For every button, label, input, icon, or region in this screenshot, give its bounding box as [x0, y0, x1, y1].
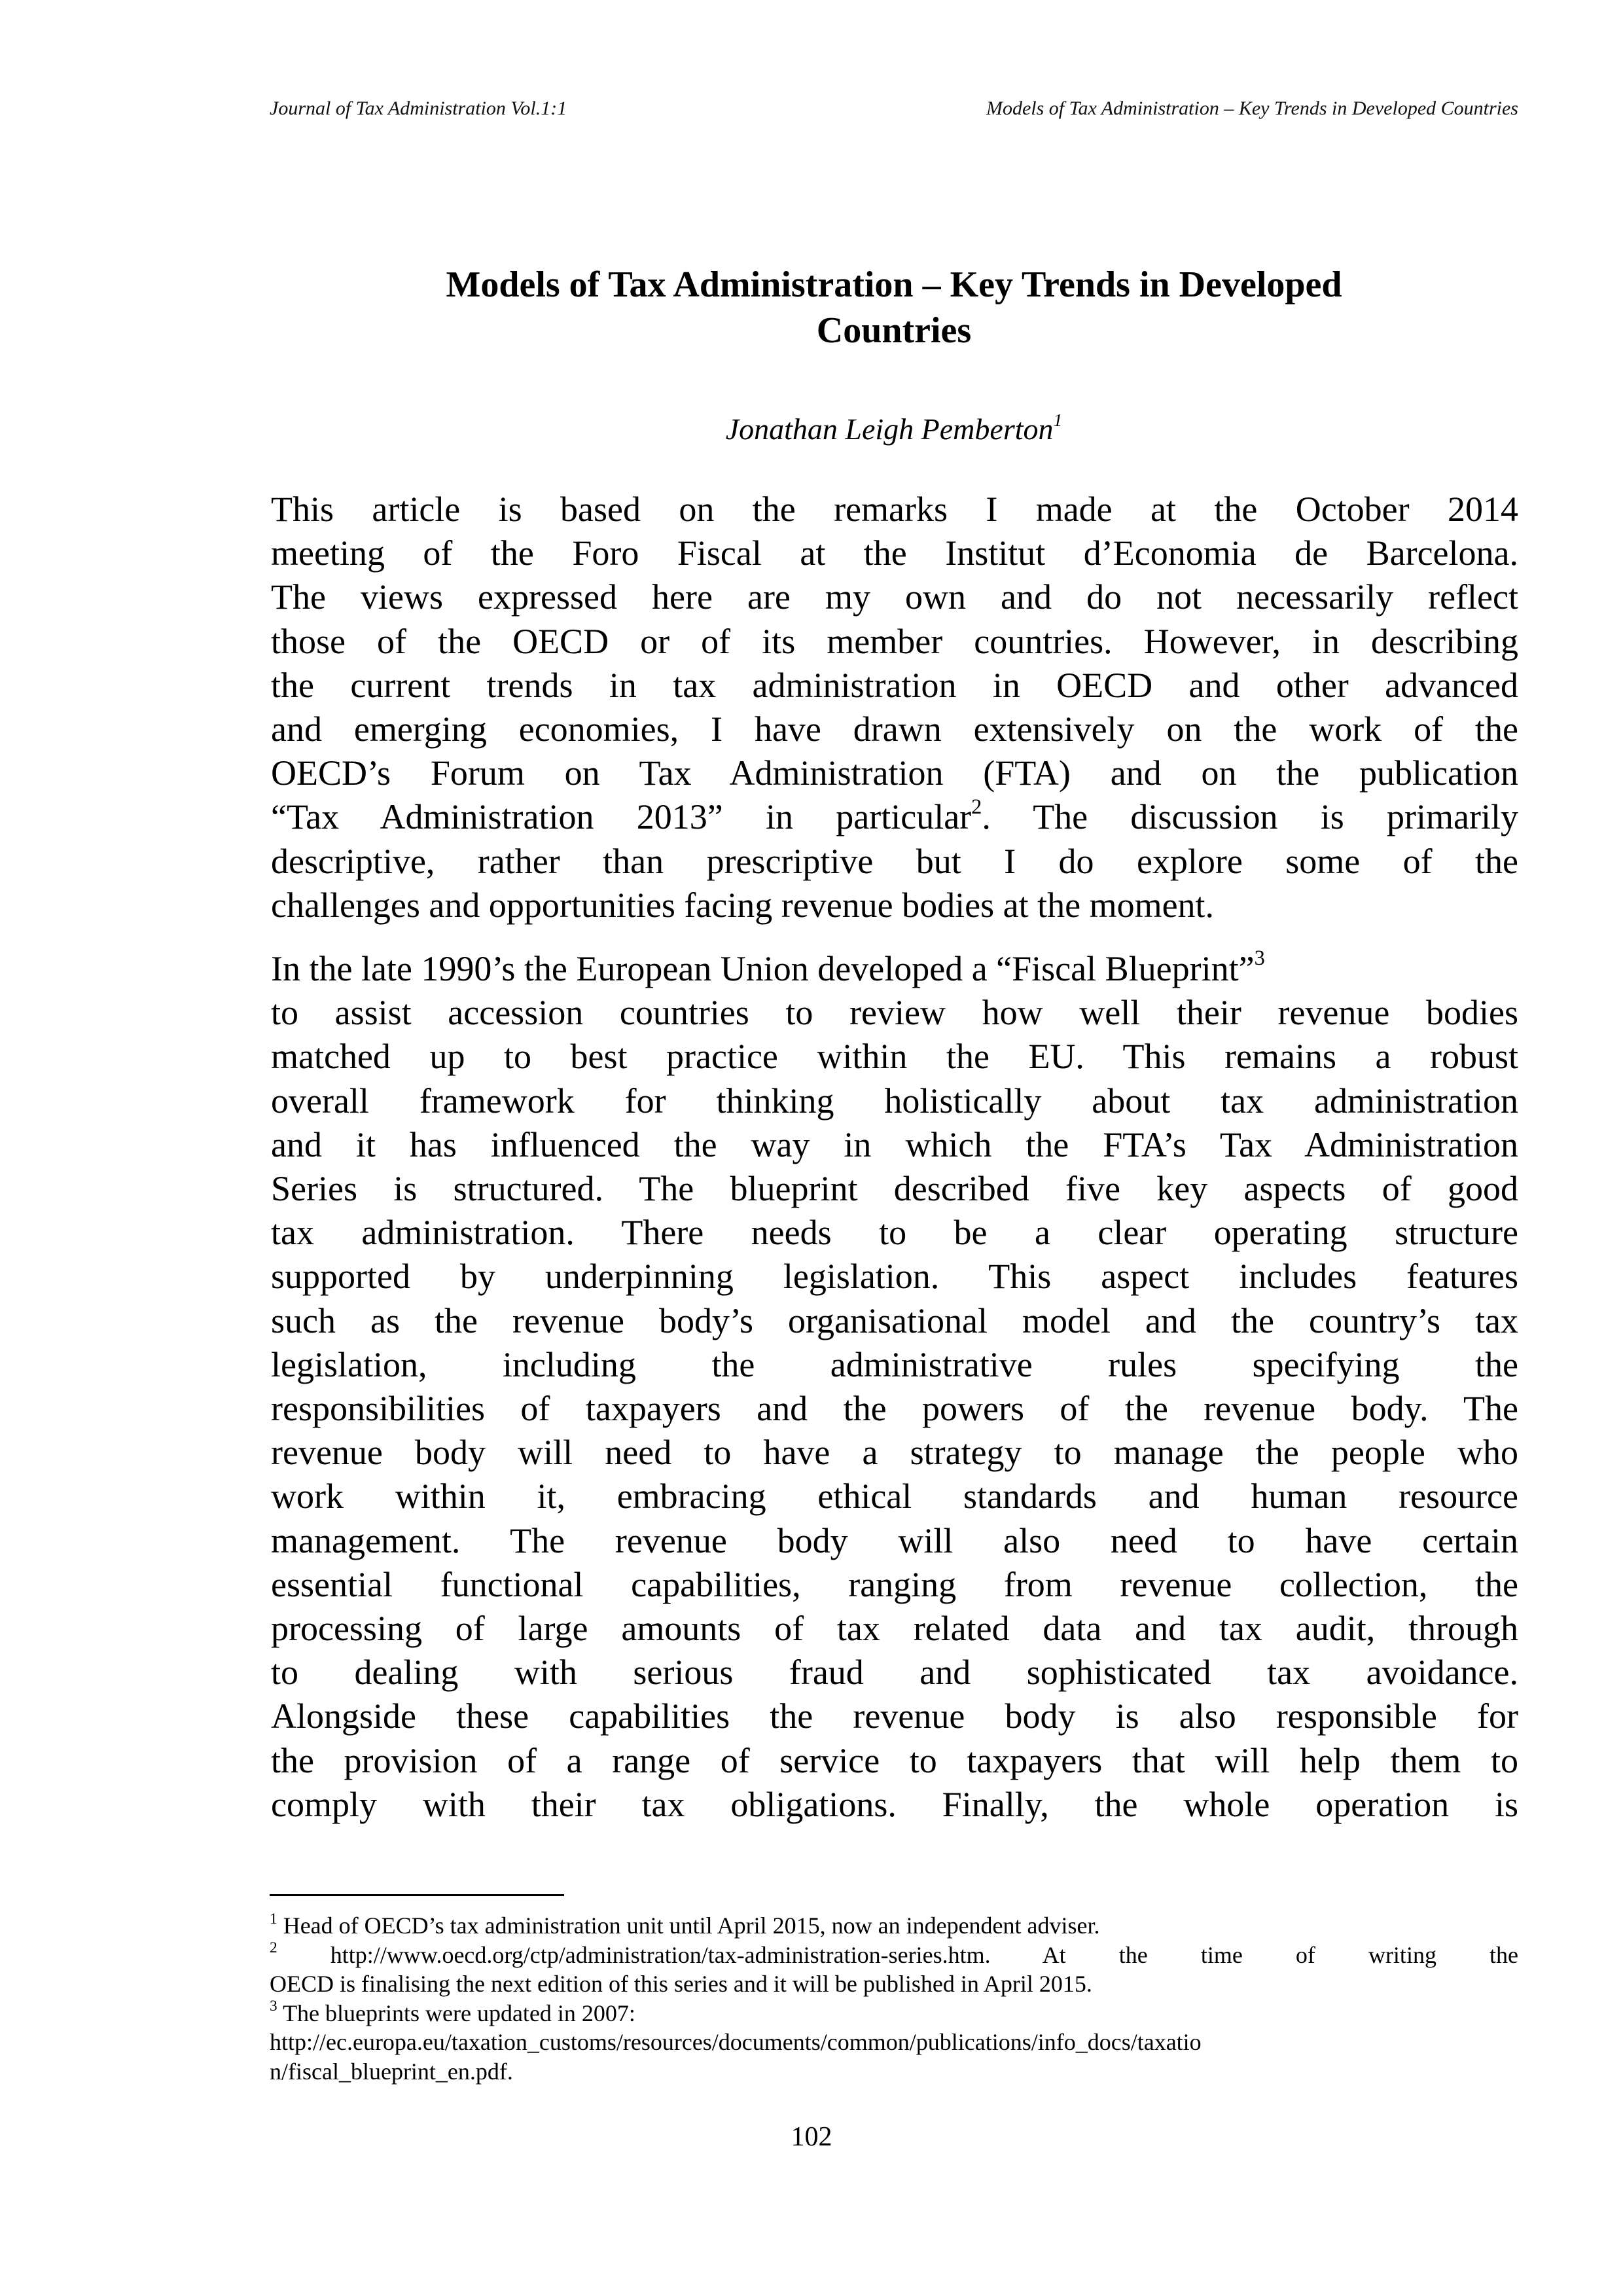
title-line-2: Countries	[816, 310, 972, 351]
text-line: descriptive, rather than prescriptive but I do explore some of the	[271, 841, 1518, 881]
text-line: revenue body will need to have a strategy to manage the people who	[271, 1433, 1518, 1473]
text-line: those of the OECD or of its member countries. However, in describing	[271, 621, 1518, 661]
text-line: The views expressed here are my own and do not necessarily reflect	[271, 577, 1518, 617]
text-line-with-footnote	[271, 947, 1518, 991]
article-title	[270, 262, 1518, 353]
text-line: the current trends in tax administration in OECD and other advanced	[271, 665, 1518, 705]
text-line: the provision of a range of service to taxpayers that will help them to	[271, 1740, 1518, 1780]
text-line: work within it, embracing ethical standards and human resource	[271, 1477, 1518, 1516]
footnote-ref-2[interactable]: 2	[971, 795, 982, 819]
footnotes	[270, 1911, 1518, 2086]
author-byline	[270, 411, 1518, 448]
text-segment: . The discussion is primarily	[982, 797, 1518, 837]
text-line: matched up to best practice within the EU. This remains a robust	[271, 1037, 1518, 1077]
text-line: Series is structured. The blueprint described five key aspects of good	[271, 1169, 1518, 1209]
footnote-text: Head of OECD’s tax administration unit until April 2015, now an independent adviser.	[283, 1912, 1100, 1939]
text-line: supported by underpinning legislation. This aspect includes features	[271, 1257, 1518, 1297]
footnote-url-line[interactable]: n/fiscal_blueprint_en.pdf.	[270, 2058, 513, 2085]
running-title: Models of Tax Administration – Key Trends in Developed Countries	[986, 98, 1518, 119]
author-footnote-ref[interactable]: 1	[1053, 409, 1063, 430]
footnote-text: The blueprints were updated in 2007:	[283, 2000, 635, 2026]
text-line: and emerging economies, I have drawn extensively on the work of the	[271, 709, 1518, 749]
text-line: processing of large amounts of tax related data and tax audit, through	[271, 1609, 1518, 1649]
text-line: comply with their tax obligations. Finally, the whole operation is	[271, 1784, 1518, 1824]
text-line: Alongside these capabilities the revenue body is also responsible for	[271, 1696, 1518, 1736]
text-line: to assist accession countries to review how well their revenue bodies	[271, 993, 1518, 1033]
author-name: Jonathan Leigh Pemberton	[725, 412, 1054, 446]
footnote-line	[270, 1941, 1518, 1970]
footnote-line: OECD is finalising the next edition of this series and it will be published in April 2015.	[270, 1971, 1092, 1997]
footnote-number: 1	[270, 1910, 277, 1928]
footnote-url-line[interactable]: http://ec.europa.eu/taxation_customs/resources/documents/common/publications/info_docs/taxatio	[270, 2029, 1202, 2055]
title-line-1: Models of Tax Administration – Key Trends in Developed	[446, 264, 1342, 305]
text-line: and it has influenced the way in which the FTA’s Tax Administration	[271, 1124, 1518, 1164]
text-segment: “Tax Administration 2013” in particular	[271, 797, 972, 837]
footnote-number: 3	[270, 1998, 277, 2015]
text-line: such as the revenue body’s organisational model and the country’s tax	[271, 1300, 1518, 1340]
paragraph-1	[271, 488, 1518, 927]
text-line: management. The revenue body will also need to have certain	[271, 1520, 1518, 1560]
text-line: challenges and opportunities facing revenue bodies at the moment.	[271, 885, 1215, 925]
text-line: legislation, including the administrative rules specifying the	[271, 1344, 1518, 1384]
footnote-3	[270, 1999, 1518, 2087]
text-line: tax administration. There needs to be a clear operating structure	[271, 1213, 1518, 1253]
footnote-line	[270, 1911, 1518, 1941]
footnote-number: 2	[270, 1939, 277, 1957]
footnote-link-text[interactable]: http://www.oecd.org/ctp/administration/tax-administration-series.htm. At the time of writing the	[330, 1941, 1518, 1968]
footnote-1	[270, 1911, 1518, 1941]
text-line: responsibilities of taxpayers and the powers of the revenue body. The	[271, 1389, 1518, 1429]
text-segment: In the late 1990’s the European Union developed a “Fiscal Blueprint”	[271, 949, 1255, 989]
text-line: to dealing with serious fraud and sophisticated tax avoidance.	[271, 1653, 1518, 1693]
paragraph-2	[271, 947, 1518, 1827]
text-line: overall framework for thinking holistically about tax administration	[271, 1081, 1518, 1121]
footnote-ref-3[interactable]: 3	[1254, 946, 1265, 971]
text-line: This article is based on the remarks I made at the October 2014	[271, 490, 1518, 529]
journal-name: Journal of Tax Administration Vol.1:1	[270, 98, 567, 119]
text-line-with-footnote	[271, 795, 1518, 839]
text-line: OECD’s Forum on Tax Administration (FTA) and on the publication	[271, 753, 1518, 793]
text-line: essential functional capabilities, ranging from revenue collection, the	[271, 1564, 1518, 1604]
article-body	[271, 488, 1518, 1846]
page-number: 102	[791, 2122, 832, 2152]
footnote-line	[270, 1999, 1518, 2028]
footnote-separator	[270, 1894, 564, 1896]
text-line: meeting of the Foro Fiscal at the Institut d’Economia de Barcelona.	[271, 533, 1518, 573]
footnote-2	[270, 1941, 1518, 1999]
